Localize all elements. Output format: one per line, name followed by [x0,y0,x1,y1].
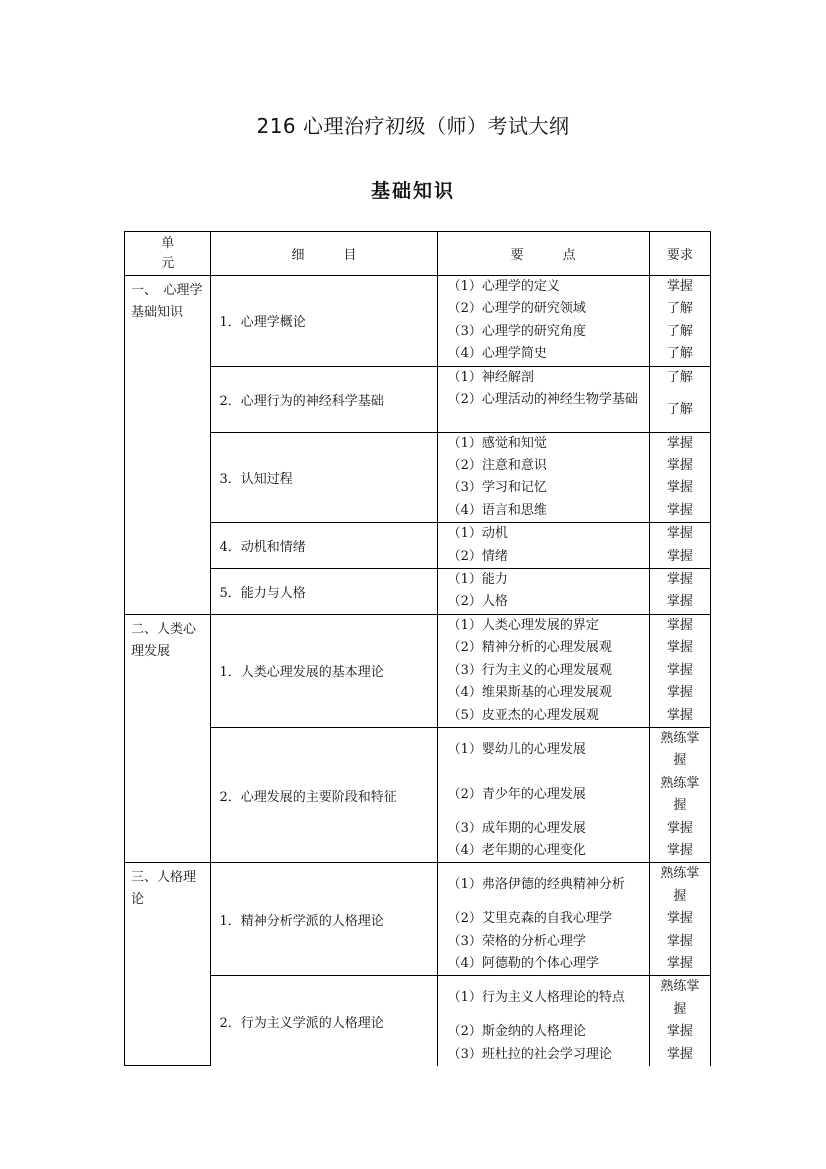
points-cell [437,432,649,523]
requirement-item: 掌握 [666,1046,693,1062]
point-item: （1）神经解剖 [447,369,534,385]
point-item: （1）能力 [447,572,508,588]
header-points: 要 点 [437,232,649,276]
header-unit-bottom: 元 [161,255,175,271]
table-row [125,976,711,1066]
point-item: （1）心理学的定义 [447,279,560,294]
table-row [125,432,711,523]
requirement-item: 熟练掌握 [660,979,700,1017]
requirement-item: 掌握 [666,435,693,451]
requirement-item: 掌握 [666,1024,693,1040]
point-item: （3）班杜拉的社会学习理论 [447,1046,612,1062]
requirement-cell [649,276,710,367]
requirement-item: 掌握 [666,617,693,633]
point-item: （3）成年期的心理发展 [447,820,586,836]
requirement-item: 掌握 [666,707,693,723]
point-item: （5）皮亚杰的心理发展观 [447,707,599,723]
point-item: （2）情绪 [447,548,508,564]
point-item: （3）荣格的分析心理学 [447,933,586,949]
points-cell [437,366,649,432]
detail-cell: 2．心理发展的主要阶段和特征 [211,727,437,862]
table-row [125,569,711,615]
detail-cell: 4．动机和情绪 [211,523,437,569]
requirement-cell [649,432,710,523]
detail-cell: 1．心理学概论 [211,276,437,367]
requirement-cell [649,863,710,976]
requirement-item: 掌握 [666,911,693,927]
point-item: （4）维果斯基的心理发展观 [447,685,612,701]
table-row [125,727,711,862]
point-item: （2）艾里克森的自我心理学 [447,911,612,927]
detail-cell: 1．精神分析学派的人格理论 [211,863,437,976]
points-cell [437,863,649,976]
requirement-item: 掌握 [666,526,693,542]
point-item: （1）人类心理发展的界定 [447,617,599,633]
requirement-item: 熟练掌握 [660,775,700,814]
requirement-item: 掌握 [666,279,693,294]
requirement-item: 掌握 [666,594,693,610]
table-row [125,614,711,727]
point-item: （1）婴幼儿的心理发展 [447,741,586,757]
requirement-item: 掌握 [666,480,693,496]
points-cell [437,727,649,862]
requirement-item: 掌握 [666,458,693,474]
syllabus-table [124,231,711,1066]
point-item: （1）动机 [447,526,508,542]
requirement-item: 掌握 [666,842,693,858]
points-cell [437,614,649,727]
point-item: （1）弗洛伊德的经典精神分析 [447,877,625,893]
detail-cell: 3．认知过程 [211,432,437,523]
point-item: （3）学习和记忆 [447,480,547,496]
points-cell [437,523,649,569]
point-item: （2）注意和意识 [447,458,547,474]
unit-cell: 二、人类心理发展 [125,614,211,862]
point-item: （2）精神分析的心理发展观 [447,640,612,656]
point-item: （1）行为主义人格理论的特点 [447,990,625,1006]
detail-cell: 1．人类心理发展的基本理论 [211,614,437,727]
requirement-item: 掌握 [666,685,693,701]
table-header-row [125,232,711,276]
point-item: （4）老年期的心理变化 [447,842,586,858]
table-row [125,366,711,432]
table-row [125,523,711,569]
requirement-cell [649,569,710,615]
header-unit-top: 单 [161,235,175,251]
point-item: （2）心理学的研究领域 [447,301,586,317]
unit-cell: 一、 心理学基础知识 [125,276,211,615]
point-item: （2）心理活动的神经生物学基础 [447,392,638,408]
requirement-item: 了解 [666,369,693,385]
points-cell [437,976,649,1066]
detail-cell: 2．心理行为的神经科学基础 [211,366,437,432]
detail-cell: 2．行为主义学派的人格理论 [211,976,437,1066]
point-item: （3）心理学的研究角度 [447,323,586,339]
requirement-item: 了解 [666,323,693,339]
point-item: （1）感觉和知觉 [447,435,547,451]
detail-cell: 5．能力与人格 [211,569,437,615]
requirement-cell [649,976,710,1066]
unit-cell: 三、人格理论 [125,863,211,1066]
requirement-item: 熟练掌握 [660,730,700,769]
document-title: 216 心理治疗初级（师）考试大纲 [256,114,570,138]
requirement-item: 掌握 [666,933,693,949]
point-item: （4）阿德勒的个体心理学 [447,955,599,971]
table-row [125,863,711,976]
point-item: （4）语言和思维 [447,502,547,518]
requirement-cell [649,523,710,569]
requirement-item: 熟练掌握 [660,866,700,904]
requirement-cell [649,366,710,432]
header-requirement: 要求 [649,232,710,276]
point-item: （2）青少年的心理发展 [447,786,586,802]
requirement-cell [649,727,710,862]
section-title: 基础知识 [370,180,455,202]
requirement-item: 了解 [666,402,693,418]
requirement-item: 掌握 [666,820,693,836]
requirement-cell [649,614,710,727]
point-item: （2）人格 [447,594,508,610]
requirement-item: 掌握 [666,502,693,518]
points-cell [437,569,649,615]
points-cell [437,276,649,367]
requirement-item: 掌握 [666,572,693,588]
header-unit [125,232,211,276]
requirement-item: 了解 [666,346,693,362]
requirement-item: 了解 [666,301,693,317]
point-item: （4）心理学简史 [447,346,547,362]
requirement-item: 掌握 [666,955,693,971]
point-item: （3）行为主义的心理发展观 [447,662,612,678]
requirement-item: 掌握 [666,662,693,678]
table-row [125,276,711,367]
header-detail: 细 目 [211,232,437,276]
point-item: （2）斯金纳的人格理论 [447,1024,586,1040]
requirement-item: 掌握 [666,640,693,656]
requirement-item: 掌握 [666,548,693,564]
